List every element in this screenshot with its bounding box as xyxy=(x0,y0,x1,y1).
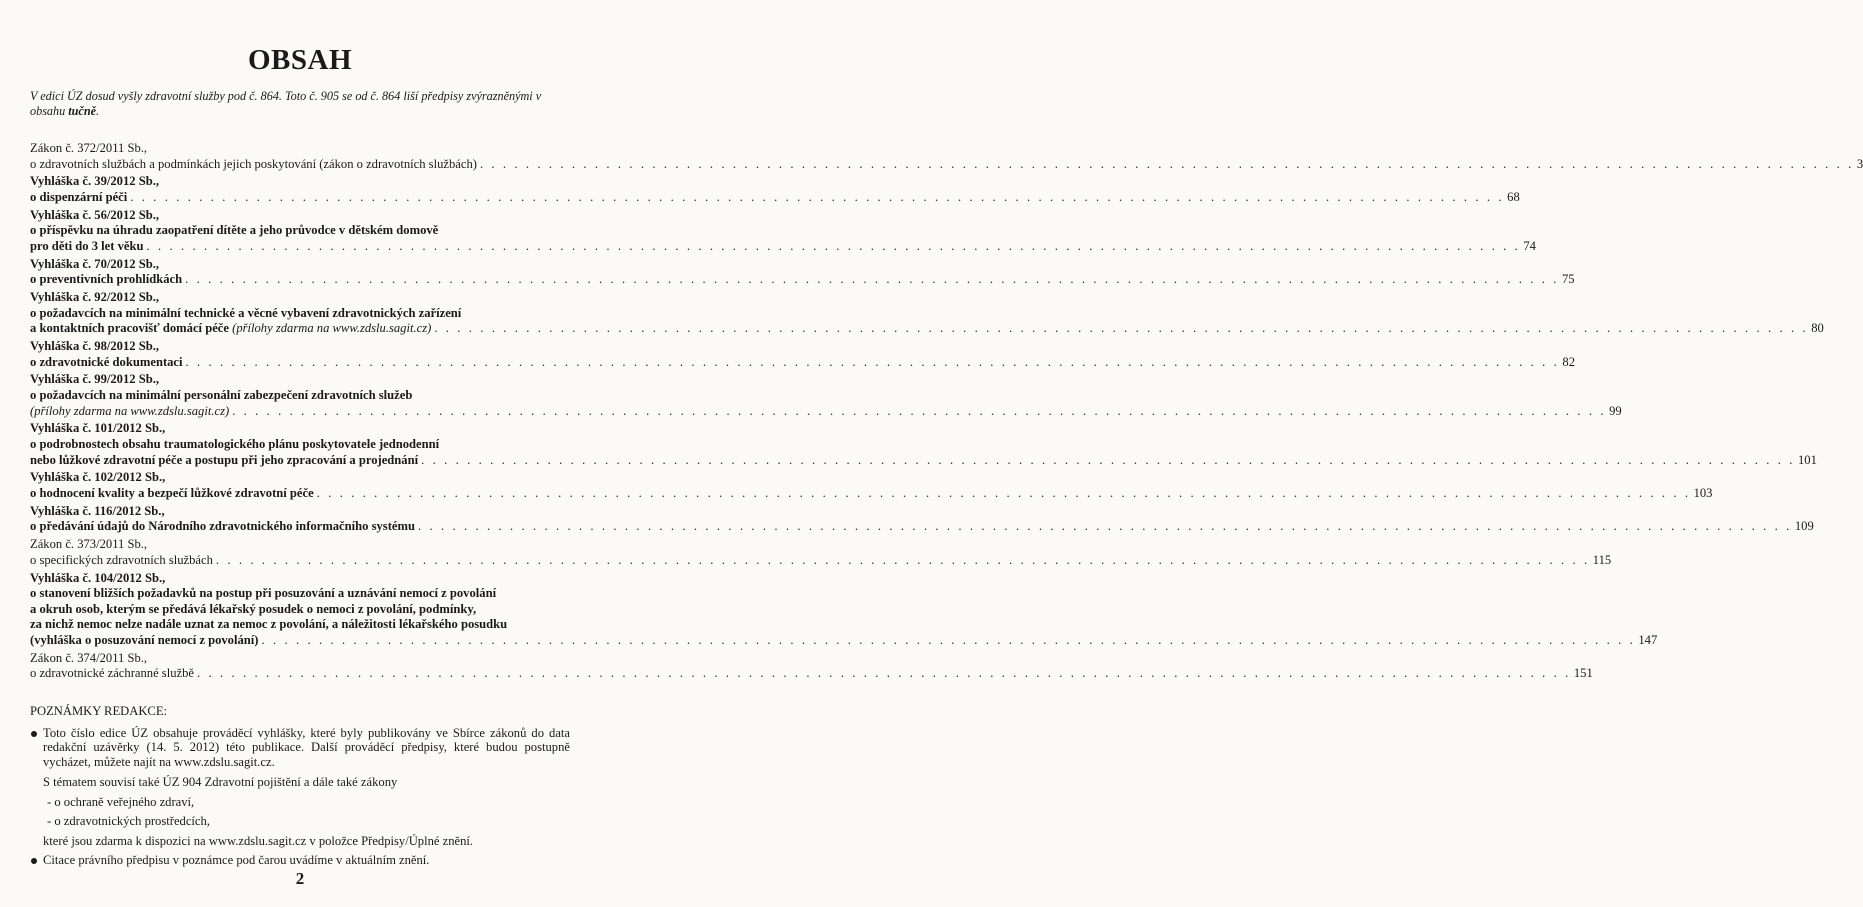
toc-entry xyxy=(30,141,1863,172)
toc-entry-heading: Vyhláška č. 70/2012 Sb., xyxy=(30,256,160,271)
toc-entry-note: (přílohy zdarma na www.zdslu.sagit.cz) xyxy=(30,403,230,418)
dot-leader: . . . . . . . . . . . . . . . . . . . . . . . . . . . . . . . . . . . . . . . . . . . . . . . . . . . . . . . . . . . . . . . . . . . . . . . . . . . . . . . . . . . . . . . . . . . . . . . . . . . . . . . . . . . . . . . . . . . . . . . . xyxy=(185,354,1560,369)
note-law-2: - o zdravotnických prostředcích, xyxy=(47,814,210,828)
toc-entry-heading: Vyhláška č. 99/2012 Sb., xyxy=(30,372,160,387)
toc-entry xyxy=(30,421,1817,468)
intro-note xyxy=(30,89,570,119)
toc-entry-text: nebo lůžkové zdravotní péče a postupu při jeho zpracování a projednání xyxy=(30,452,419,467)
dot-leader: . . . . . . . . . . . . . . . . . . . . . . . . . . . . . . . . . . . . . . . . . . . . . . . . . . . . . . . . . . . . . . . . . . . . . . . . . . . . . . . . . . . . . . . . . . . . . . . . . . . . . . . . . . . . . . . . . . . . . . . . xyxy=(232,403,1607,418)
toc-entry xyxy=(30,570,1658,649)
note-law-1: - o ochraně veřejného zdraví, xyxy=(47,794,195,809)
toc-entry xyxy=(30,207,1536,255)
toc-entry-text: o příspěvku na úhradu zaopatření dítěte a jeho průvodce v dětském domově xyxy=(30,223,439,238)
toc-page-number: 82 xyxy=(1562,354,1575,369)
toc-page-number: 115 xyxy=(1592,552,1612,567)
toc-entry-note: (přílohy zdarma na www.zdslu.sagit.cz) xyxy=(232,321,432,336)
toc-entry xyxy=(30,650,1593,682)
page-number: 2 xyxy=(295,869,305,888)
dot-leader: . . . . . . . . . . . . . . . . . . . . . . . . . . . . . . . . . . . . . . . . . . . . . . . . . . . . . . . . . . . . . . . . . . . . . . . . . . . . . . . . . . . . . . . . . . . . . . . . . . . . . . . . . . . . . . . . . . . . . . . . xyxy=(434,321,1809,336)
toc-entry-heading: Zákon č. 374/2011 Sb., xyxy=(30,650,148,665)
toc-page-number: 99 xyxy=(1609,403,1622,418)
toc-page-number: 109 xyxy=(1794,519,1814,534)
notes-title: POZNÁMKY REDAKCE: xyxy=(30,704,168,718)
toc-entry-text: o preventivních prohlídkách xyxy=(30,272,183,287)
toc-entry-text: o zdravotních službách a podmínkách jejich poskytování (zákon o zdravotních službách) xyxy=(30,156,477,171)
toc-page-number: 103 xyxy=(1693,485,1713,500)
dot-leader: . . . . . . . . . . . . . . . . . . . . . . . . . . . . . . . . . . . . . . . . . . . . . . . . . . . . . . . . . . . . . . . . . . . . . . . . . . . . . . . . . . . . . . . . . . . . . . . . . . . . . . . . . . . . . . . . . . . . . . . . xyxy=(130,189,1505,204)
toc-page-number: 3 xyxy=(1856,156,1863,171)
toc-page-number: 75 xyxy=(1561,272,1575,287)
toc-entry-text: o požadavcích na minimální technické a věcné vybavení zdravotnických zařízení xyxy=(30,305,462,320)
note-related: S tématem souvisí také ÚZ 904 Zdravotní pojištění a dále také zákony xyxy=(43,775,398,789)
toc-page-number: 101 xyxy=(1797,452,1817,467)
toc-entry-heading: Vyhláška č. 116/2012 Sb., xyxy=(30,503,165,518)
dot-leader: . . . . . . . . . . . . . . . . . . . . . . . . . . . . . . . . . . . . . . . . . . . . . . . . . . . . . . . . . . . . . . . . . . . . . . . . . . . . . . . . . . . . . . . . . . . . . . . . . . . . . . . . . . . . . . . . . . . . . . . . xyxy=(421,452,1795,467)
toc-page-number: 147 xyxy=(1638,632,1658,647)
toc-page-number: 68 xyxy=(1507,189,1520,204)
toc-entry-text: o požadavcích na minimální personální zabezpečení zdravotních služeb xyxy=(30,388,413,403)
toc-entry-text: (vyhláška o posuzování nemocí z povolání) xyxy=(30,632,259,647)
toc-page-number: 151 xyxy=(1573,666,1593,681)
toc-entry xyxy=(30,470,1713,501)
toc-entry-heading: Vyhláška č. 102/2012 Sb., xyxy=(30,470,166,485)
toc-entry-text: o stanovení bližších požadavků na postup při posuzování a uznávání nemocí z povolání xyxy=(30,586,497,601)
toc-entry-text: o specifických zdravotních službách xyxy=(30,552,213,567)
toc-entry xyxy=(30,174,1520,205)
page-title: OBSAH xyxy=(247,44,353,76)
toc-entry-heading: Vyhláška č. 101/2012 Sb., xyxy=(30,421,166,436)
toc-entry xyxy=(30,339,1575,370)
toc-entry-text: o zdravotnické dokumentaci xyxy=(30,354,183,369)
dot-leader: . . . . . . . . . . . . . . . . . . . . . . . . . . . . . . . . . . . . . . . . . . . . . . . . . . . . . . . . . . . . . . . . . . . . . . . . . . . . . . . . . . . . . . . . . . . . . . . . . . . . . . . . . . . . . . . . . . . . . . . . xyxy=(185,272,1559,287)
editorial-notes xyxy=(30,704,570,874)
dot-leader: . . . . . . . . . . . . . . . . . . . . . . . . . . . . . . . . . . . . . . . . . . . . . . . . . . . . . . . . . . . . . . . . . . . . . . . . . . . . . . . . . . . . . . . . . . . . . . . . . . . . . . . . . . . . . . . . . . . . . . . . xyxy=(146,238,1521,253)
dot-leader: . . . . . . . . . . . . . . . . . . . . . . . . . . . . . . . . . . . . . . . . . . . . . . . . . . . . . . . . . . . . . . . . . . . . . . . . . . . . . . . . . . . . . . . . . . . . . . . . . . . . . . . . . . . . . . . . . . . . . . . . xyxy=(261,632,1636,647)
toc-entry-heading: Vyhláška č. 104/2012 Sb., xyxy=(30,570,166,585)
dot-leader: . . . . . . . . . . . . . . . . . . . . . . . . . . . . . . . . . . . . . . . . . . . . . . . . . . . . . . . . . . . . . . . . . . . . . . . . . . . . . . . . . . . . . . . . . . . . . . . . . . . . . . . . . . . . . . . . . . . . . . . . xyxy=(479,156,1854,171)
toc-entry-text: o zdravotnické záchranné službě xyxy=(30,666,194,681)
toc-page-number: 74 xyxy=(1523,238,1536,253)
toc-entry-heading: Zákon č. 372/2011 Sb., xyxy=(30,141,148,155)
toc-entry-text: o předávání údajů do Národního zdravotnického informačního systému xyxy=(30,519,415,534)
intro-text: V edici ÚZ dosud vyšly zdravotní služby pod č. 864. Toto č. 905 se od č. 864 liší předpisy zvýrazněnými v obsahu xyxy=(30,89,542,118)
dot-leader: . . . . . . . . . . . . . . . . . . . . . . . . . . . . . . . . . . . . . . . . . . . . . . . . . . . . . . . . . . . . . . . . . . . . . . . . . . . . . . . . . . . . . . . . . . . . . . . . . . . . . . . . . . . . . . . . . . . . . . . . xyxy=(417,519,1792,534)
toc-entry-heading: Zákon č. 373/2011 Sb., xyxy=(30,537,148,552)
toc-entry-heading: Vyhláška č. 98/2012 Sb., xyxy=(30,339,160,354)
toc-entry xyxy=(30,503,1814,535)
toc-entry-text: pro děti do 3 let věku xyxy=(30,238,144,253)
dot-leader: . . . . . . . . . . . . . . . . . . . . . . . . . . . . . . . . . . . . . . . . . . . . . . . . . . . . . . . . . . . . . . . . . . . . . . . . . . . . . . . . . . . . . . . . . . . . . . . . . . . . . . . . . . . . . . . . . . . . . . . . xyxy=(215,552,1590,567)
toc-entry-heading: Vyhláška č. 56/2012 Sb., xyxy=(30,207,160,222)
intro-end: . xyxy=(96,104,100,118)
note-bullet-1: Toto číslo edice ÚZ obsahuje prováděcí vyhlášky, které byly publikovány ve Sbírce zákonů do data redakční uzávěrky (14. 5. 2012) této publikace. Další prováděcí předpisy, které budou postupně vycházet, můžete najít na www.zdslu.sagit.cz. xyxy=(30,726,570,770)
toc-entry-text: o dispenzární péči xyxy=(30,189,128,204)
toc-entry-text: za nichž nemoc nelze nadále uznat za nemoc z povolání, a náležitosti lékařského posudku xyxy=(30,617,508,632)
note-available: které jsou zdarma k dispozici na www.zdslu.sagit.cz v položce Předpisy/Úplné znění. xyxy=(43,833,474,848)
toc-entry xyxy=(30,372,1622,419)
toc-entry xyxy=(30,290,1824,337)
toc-page-number: 80 xyxy=(1811,321,1824,336)
toc-entry xyxy=(30,537,1612,568)
table-of-contents xyxy=(30,141,1863,684)
note-bullet-2: Citace právního předpisu v poznámce pod čarou uvádíme v aktuálním znění. xyxy=(30,853,570,868)
toc-entry-text: o podrobnostech obsahu traumatologického plánu poskytovatele jednodenní xyxy=(30,437,440,451)
toc-entry xyxy=(30,256,1575,288)
dot-leader: . . . . . . . . . . . . . . . . . . . . . . . . . . . . . . . . . . . . . . . . . . . . . . . . . . . . . . . . . . . . . . . . . . . . . . . . . . . . . . . . . . . . . . . . . . . . . . . . . . . . . . . . . . . . . . . . . . . . . . . . xyxy=(196,666,1571,681)
toc-entry-text: a kontaktních pracovišť domácí péče xyxy=(30,321,233,336)
toc-entry-heading: Vyhláška č. 39/2012 Sb., xyxy=(30,174,160,189)
intro-bold-word: tučně xyxy=(68,104,97,118)
toc-entry-text: o hodnocení kvality a bezpečí lůžkové zdravotní péče xyxy=(30,485,314,500)
toc-entry-text: a okruh osob, kterým se předává lékařský posudek o nemoci z povolání, podmínky, xyxy=(30,601,477,616)
toc-entry-heading: Vyhláška č. 92/2012 Sb., xyxy=(30,290,160,305)
dot-leader: . . . . . . . . . . . . . . . . . . . . . . . . . . . . . . . . . . . . . . . . . . . . . . . . . . . . . . . . . . . . . . . . . . . . . . . . . . . . . . . . . . . . . . . . . . . . . . . . . . . . . . . . . . . . . . . . . . . . . . . . xyxy=(316,485,1691,500)
